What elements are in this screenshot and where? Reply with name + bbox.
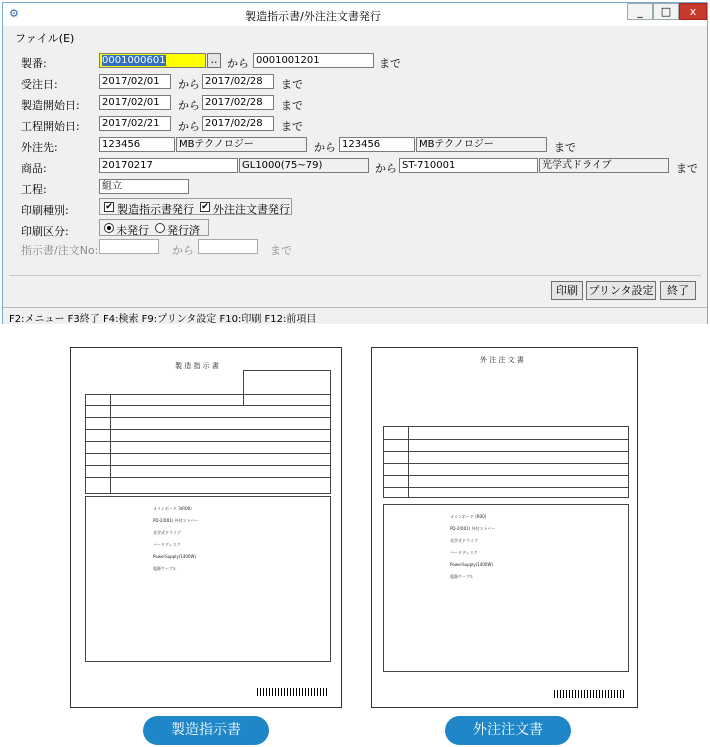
order-no-kara: から: [172, 244, 194, 257]
print-div-unissued-label[interactable]: 未発行: [116, 224, 149, 237]
seiban-to-input[interactable]: 0001001201: [253, 53, 374, 68]
doc2-items-table: [383, 504, 629, 672]
status-text: F2:メニュー F3終了 F4:検索 F9:プリンタ設定 F10:印刷 F12:前項目: [9, 314, 317, 325]
doc2-row-6: 電源ケーブル: [450, 574, 474, 579]
gaichu-from-name: MBテクノロジー: [176, 137, 307, 152]
printer-setup-button[interactable]: プリンタ設定: [586, 281, 656, 300]
shohin-from-code-input[interactable]: 20170217: [99, 158, 238, 173]
print-div-issued-label[interactable]: 発行済: [167, 224, 200, 237]
gaichu-made: まで: [554, 141, 576, 154]
seizo-label: 製造開始日:: [21, 99, 80, 112]
seiban-kara: から: [227, 57, 249, 70]
juchu-kara: から: [178, 78, 200, 91]
seiban-label: 製番:: [21, 57, 47, 70]
print-type-2-checkbox[interactable]: ✔: [201, 202, 209, 212]
print-div-issued-radio[interactable]: [155, 223, 165, 233]
doc2-row-5: PowerSupply(1400W): [450, 562, 493, 567]
print-type-1-checkbox[interactable]: ✔: [105, 202, 113, 212]
order-no-from-input[interactable]: [99, 239, 159, 254]
doc1-barcode: [257, 688, 329, 696]
doc1-row-4: ハードディスク: [153, 542, 181, 547]
seizo-to-input[interactable]: 2017/02/28: [202, 95, 274, 110]
shohin-kara: から: [375, 162, 397, 175]
seizo-made: まで: [281, 99, 303, 112]
print-type-2-label[interactable]: 外注注文書発行: [213, 203, 290, 216]
window-title: 製造指示書/外注注文書発行: [245, 10, 381, 23]
doc2-row-3: 光学式ドライブ: [450, 538, 478, 543]
doc2-header-table: [383, 426, 629, 498]
print-button[interactable]: 印刷: [551, 281, 583, 300]
juchu-made: まで: [281, 78, 303, 91]
manufacturing-instruction-document: [70, 347, 342, 708]
print-type-label: 印刷種別:: [21, 204, 69, 217]
doc2-row-1: メインボード (R00): [450, 514, 487, 519]
juchu-label: 受注日:: [21, 78, 58, 91]
koutei-label: 工程開始日:: [21, 120, 80, 133]
process-label: 工程:: [21, 183, 47, 196]
shohin-made: まで: [676, 162, 698, 175]
seiban-lookup-button[interactable]: ..: [207, 53, 221, 68]
print-type-1-label[interactable]: 製造指示書発行: [117, 203, 194, 216]
doc1-caption: 製造指示書: [143, 716, 269, 745]
shohin-label: 商品:: [21, 162, 47, 175]
gaichu-label: 外注先:: [21, 141, 58, 154]
juchu-to-input[interactable]: 2017/02/28: [202, 74, 274, 89]
doc1-header-table: [85, 394, 331, 494]
doc1-row-1: メインボード 3(R00): [153, 506, 192, 511]
koutei-to-input[interactable]: 2017/02/28: [202, 116, 274, 131]
koutei-from-input[interactable]: 2017/02/21: [99, 116, 171, 131]
doc2-row-2: PD-2(001) 外付ストバー: [450, 526, 496, 531]
title-bar: [3, 3, 707, 26]
doc1-heading: 製 造 指 示 書: [175, 362, 219, 370]
minimize-button[interactable]: _: [627, 3, 653, 20]
gaichu-from-code-input[interactable]: 123456: [99, 137, 175, 152]
menu-bar: [3, 27, 707, 45]
juchu-from-input[interactable]: 2017/02/01: [99, 74, 171, 89]
menu-file[interactable]: ファイル(E): [15, 32, 75, 45]
shohin-to-code-input[interactable]: ST-710001: [399, 158, 538, 173]
app-icon: ⚙: [9, 7, 19, 20]
doc1-row-5: PowerSupply(1400W): [153, 554, 196, 559]
gaichu-to-code-input[interactable]: 123456: [339, 137, 415, 152]
doc1-row-6: 電源ケーブル: [153, 566, 177, 571]
doc2-heading: 外 注 注 文 書: [480, 356, 524, 364]
separator: [9, 275, 701, 276]
koutei-made: まで: [281, 120, 303, 133]
koutei-kara: から: [178, 120, 200, 133]
status-bar: [3, 307, 707, 324]
seizo-kara: から: [178, 99, 200, 112]
doc1-row-2: PD-2(001) 外付ストバー: [153, 518, 199, 523]
maximize-button[interactable]: □: [653, 3, 679, 20]
doc2-caption: 外注注文書: [445, 716, 571, 745]
seiban-made: まで: [379, 57, 401, 70]
print-div-unissued-radio[interactable]: [104, 223, 114, 233]
gaichu-kara: から: [314, 141, 336, 154]
order-no-to-input[interactable]: [198, 239, 258, 254]
print-div-label: 印刷区分:: [21, 225, 69, 238]
order-no-made: まで: [270, 244, 292, 257]
seiban-from-input[interactable]: 0001000601: [99, 53, 206, 68]
seizo-from-input[interactable]: 2017/02/01: [99, 95, 171, 110]
process-input[interactable]: 組立: [99, 179, 189, 194]
doc1-row-3: 光学式ドライブ: [153, 530, 181, 535]
exit-button[interactable]: 終了: [660, 281, 696, 300]
doc2-barcode: [554, 690, 626, 698]
gaichu-to-name: MBテクノロジー: [416, 137, 547, 152]
doc2-row-4: ハードディスク: [450, 550, 478, 555]
app-window: [2, 2, 708, 324]
subcontract-order-document: [371, 347, 638, 708]
shohin-to-name: 光学式ドライブ: [539, 158, 669, 173]
doc1-items-table: [85, 496, 331, 662]
shohin-from-name: GL1000(75~79): [239, 158, 369, 173]
order-no-label: 指示書/注文No:: [21, 244, 99, 257]
close-button[interactable]: x: [679, 3, 707, 20]
